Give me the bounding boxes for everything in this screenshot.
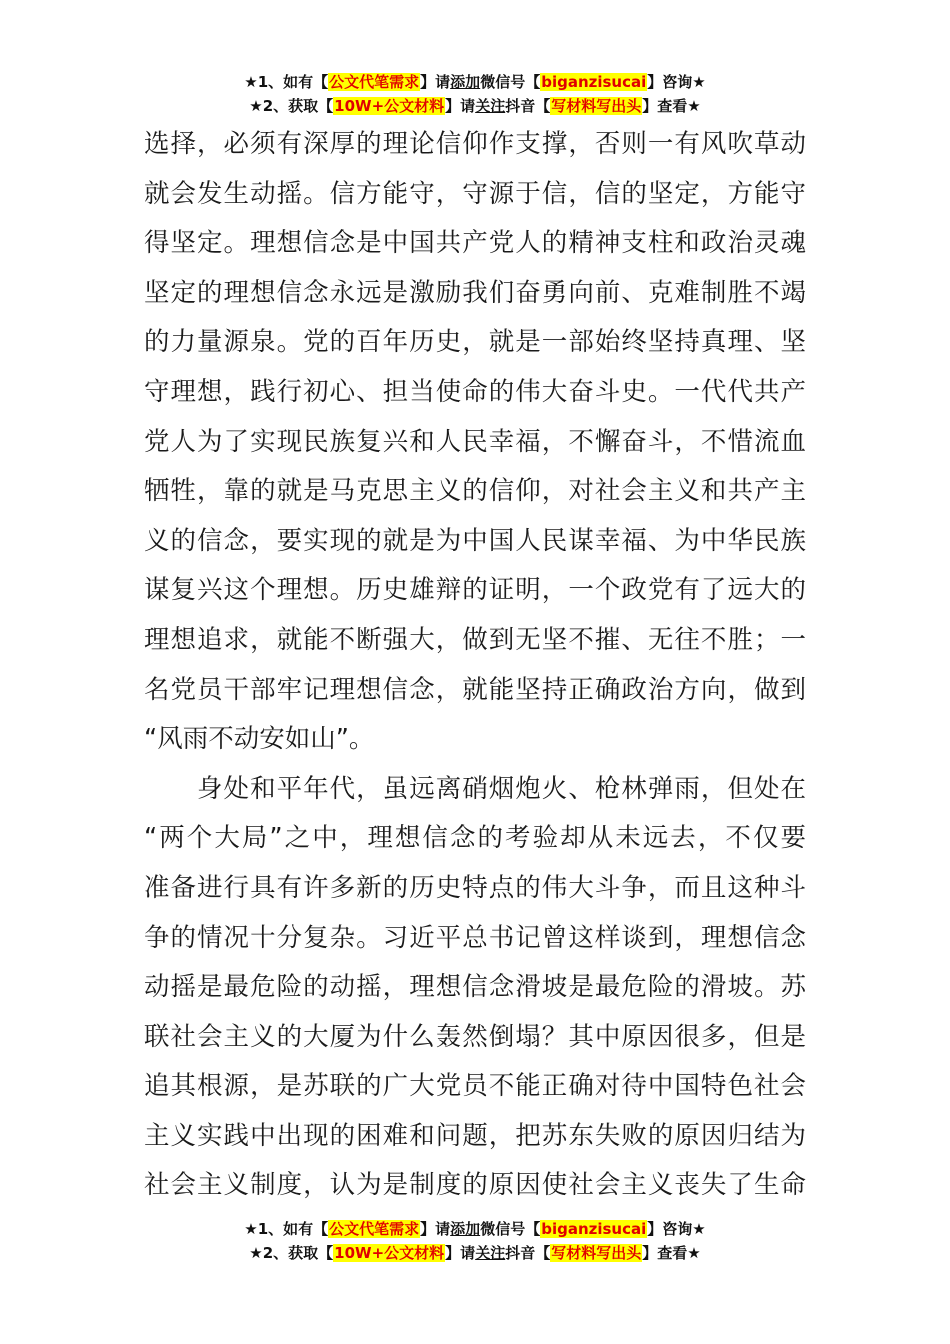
body-line: 身处和平年代，虽远离硝烟炮火、枪林弹雨，但处在 — [144, 773, 806, 804]
body-line: 争的情况十分复杂。习近平总书记曾这样谈到，理想信念 — [144, 922, 806, 953]
body-line: 选择，必须有深厚的理论信仰作支撑，否则一有风吹草动 — [144, 129, 806, 159]
body-line: 坚定的理想信念永远是激励我们奋勇向前、克难制胜不竭 — [144, 277, 806, 308]
body-line: 义的信念，要实现的就是为中国人民谋幸福、为中华民族 — [144, 525, 806, 556]
highlight-wechat-id: biganzisucai — [541, 1220, 647, 1238]
body-line: 名党员干部牢记理想信念，就能坚持正确政治方向，做到 — [144, 674, 806, 705]
body-line: 牺牲，靠的就是马克思主义的信仰，对社会主义和共产主 — [144, 476, 806, 507]
body-line: 联社会主义的大厦为什么轰然倒塌？其中原因很多，但是 — [144, 1021, 806, 1052]
highlight-wechat-id: biganzisucai — [541, 73, 647, 91]
bottom-banner — [0, 1217, 950, 1265]
body-line: 准备进行具有许多新的历史特点的伟大斗争，而且这种斗 — [144, 872, 806, 903]
star-icon: ★ — [244, 73, 258, 91]
highlight-service: 公文代笔需求 — [329, 73, 420, 91]
body-line: 追其根源，是苏联的广大党员不能正确对待中国特色社会 — [144, 1071, 806, 1102]
star-icon: ★ — [687, 1244, 701, 1262]
highlight-douyin-account: 写材料写出头 — [551, 97, 642, 115]
body-line: 动摇是最危险的动摇，理想信念滑坡是最危险的滑坡。苏 — [144, 972, 806, 1003]
document-body — [144, 120, 806, 1211]
star-icon: ★ — [244, 1220, 258, 1238]
body-line: 主义实践中出现的困难和问题，把苏东失败的原因归结为 — [144, 1120, 806, 1151]
banner-line-1: ★1、如有【公文代笔需求】请添加微信号【biganzisucai】咨询★ — [244, 1220, 706, 1238]
top-banner — [0, 70, 950, 118]
star-icon: ★ — [687, 97, 701, 115]
star-icon: ★ — [249, 1244, 263, 1262]
highlight-materials: 10W+公文材料 — [334, 1244, 445, 1262]
highlight-douyin-account: 写材料写出头 — [551, 1244, 642, 1262]
highlight-materials: 10W+公文材料 — [334, 97, 445, 115]
star-icon: ★ — [692, 1220, 706, 1238]
star-icon: ★ — [249, 97, 263, 115]
highlight-service: 公文代笔需求 — [329, 1220, 420, 1238]
body-line: “两个大局”之中，理想信念的考验却从未远去，不仅要 — [144, 823, 806, 854]
body-line: “风雨不动安如山”。 — [144, 724, 375, 755]
body-line: 守理想，践行初心、担当使命的伟大奋斗史。一代代共产 — [144, 376, 806, 407]
banner-line-2: ★2、获取【10W+公文材料】请关注抖音【写材料写出头】查看★ — [249, 97, 701, 115]
body-line: 谋复兴这个理想。历史雄辩的证明，一个政党有了远大的 — [144, 575, 806, 606]
body-line: 的力量源泉。党的百年历史，就是一部始终坚持真理、坚 — [144, 327, 806, 358]
star-icon: ★ — [692, 73, 706, 91]
body-line: 就会发生动摇。信方能守，守源于信，信的坚定，方能守 — [144, 178, 806, 209]
body-line: 得坚定。理想信念是中国共产党人的精神支柱和政治灵魂 — [144, 228, 806, 259]
body-line: 理想追求，就能不断强大，做到无坚不摧、无往不胜；一 — [144, 624, 806, 655]
banner-line-2: ★2、获取【10W+公文材料】请关注抖音【写材料写出头】查看★ — [249, 1244, 701, 1262]
body-line: 党人为了实现民族复兴和人民幸福，不懈奋斗，不惜流血 — [144, 426, 806, 457]
body-line: 社会主义制度，认为是制度的原因使社会主义丧失了生命 — [144, 1170, 806, 1201]
banner-line-1: ★1、如有【公文代笔需求】请添加微信号【biganzisucai】咨询★ — [244, 73, 706, 91]
